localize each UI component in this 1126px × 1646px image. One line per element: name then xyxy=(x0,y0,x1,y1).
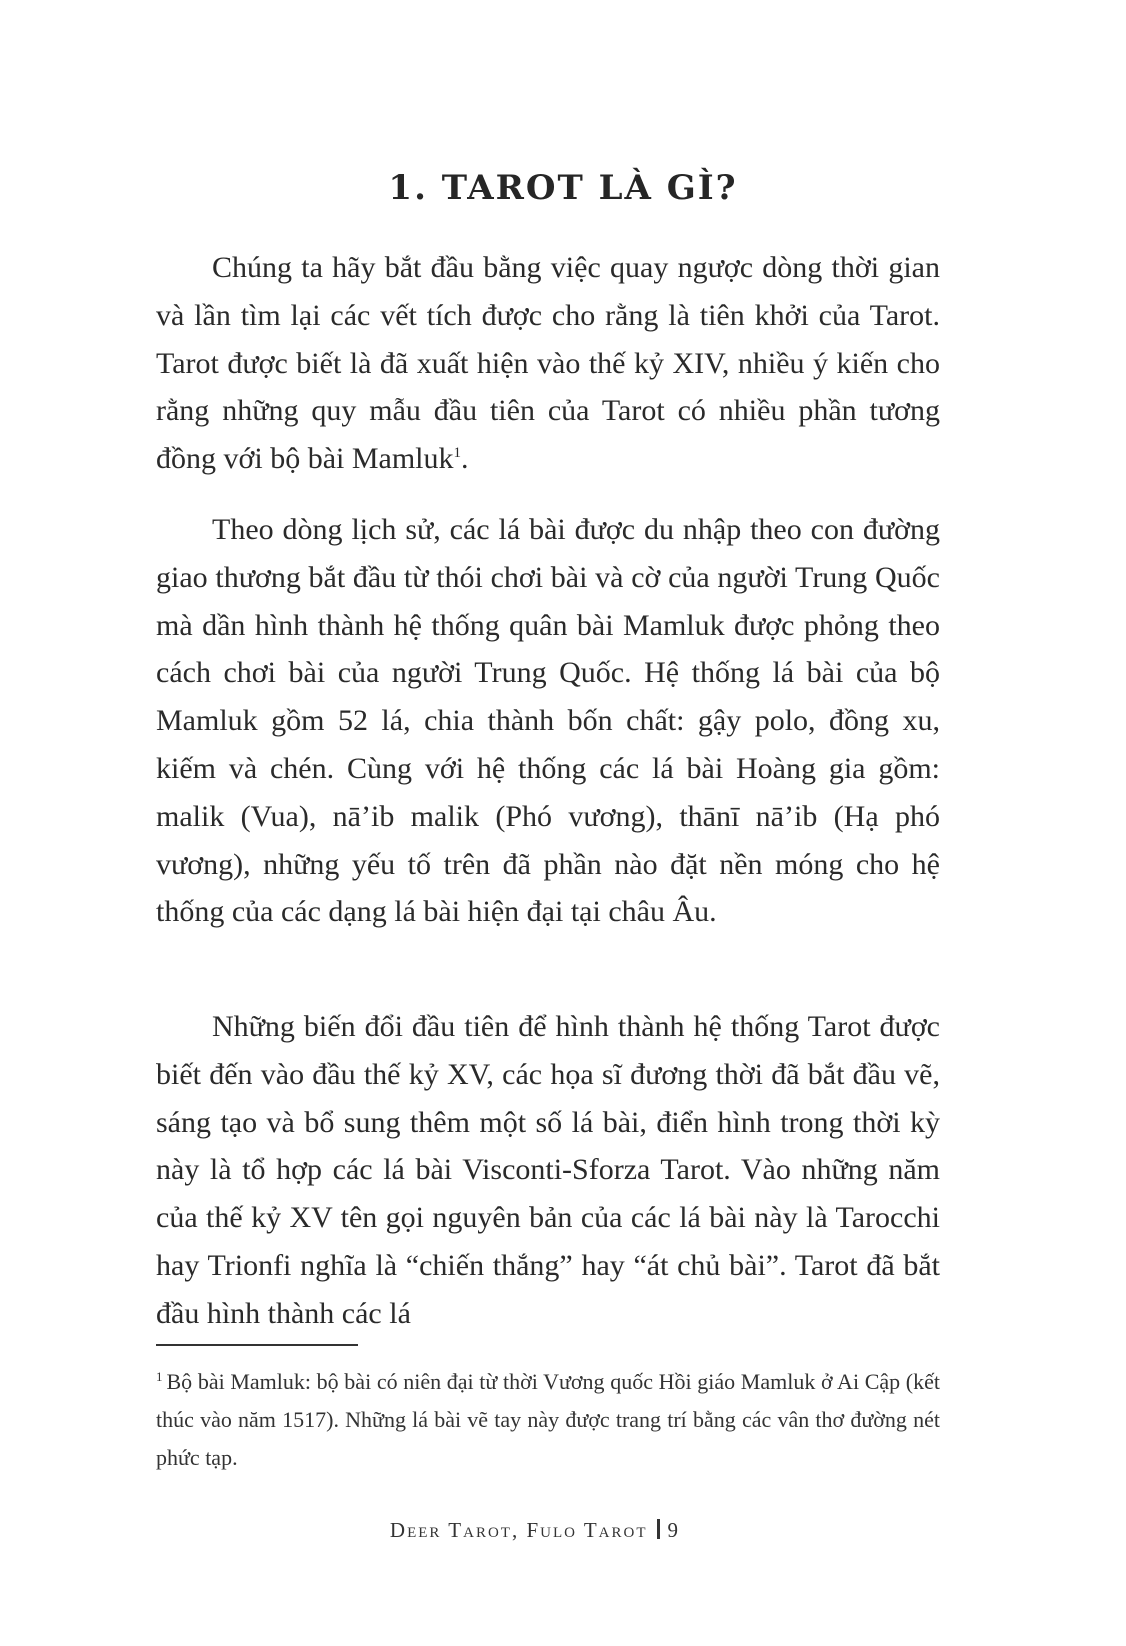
paragraph-2 xyxy=(156,506,940,936)
paragraph-3 xyxy=(156,1003,940,1338)
footnote-text: Bộ bài Mamluk: bộ bài có niên đại từ thời Vương quốc Hồi giáo Mamluk ở Ai Cập (kết thúc vào năm 1517). Những lá bài vẽ tay này được trang trí bằng các vân thơ đường nét phức tạp. xyxy=(156,1369,940,1470)
paragraph-1-end: . xyxy=(461,442,469,476)
chapter-title: 1. TAROT LÀ GÌ? xyxy=(388,168,738,208)
footnote xyxy=(156,1363,940,1477)
running-footer xyxy=(390,1518,678,1543)
paragraph-3-text: Những biến đổi đầu tiên để hình thành hệ thống Tarot được biết đến vào đầu thế kỷ XV, các họa sĩ đương thời đã bắt đầu vẽ, sáng tạo và bổ sung thêm một số lá bài, điển hình trong thời kỳ này là tổ hợp các lá bài Visconti-Sforza Tarot. Vào những năm của thế kỷ XV tên gọi nguyên bản của các lá bài này là Tarocchi hay Trionfi nghĩa là “chiến thắng” hay “át chủ bài”. Tarot đã bắt đầu hình thành các lá xyxy=(156,1010,940,1330)
footnote-marker: 1 xyxy=(156,1368,163,1384)
footnote-divider xyxy=(156,1344,358,1346)
paragraph-1 xyxy=(156,244,940,483)
footnote-reference: 1 xyxy=(453,445,462,462)
running-title: Deer Tarot, Fulo Tarot xyxy=(389,1518,648,1542)
paragraph-2-text: Theo dòng lịch sử, các lá bài được du nhập theo con đường giao thương bắt đầu từ thói chơi bài và cờ của người Trung Quốc mà dần hình thành hệ thống quân bài Mamluk được phỏng theo cách chơi bài của người Trung Quốc. Hệ thống lá bài của bộ Mamluk gồm 52 lá, chia thành bốn chất: gậy polo, đồng xu, kiếm và chén. Cùng với hệ thống các lá bài Hoàng gia gồm: malik (Vua), nā’ib malik (Phó vương), thānī nā’ib (Hạ phó vương), những yếu tố trên đã phần nào đặt nền móng cho hệ thống của các dạng lá bài hiện đại tại châu Âu. xyxy=(156,513,940,929)
paragraph-1-main: Chúng ta hãy bắt đầu bằng việc quay ngược dòng thời gian và lần tìm lại các vết tích được cho rằng là tiên khởi của Tarot. Tarot được biết là đã xuất hiện vào thế kỷ XIV, nhiều ý kiến cho rằng những quy mẫu đầu tiên của Tarot có nhiều phần tương đồng với bộ bài Mamluk xyxy=(156,251,940,476)
paragraph-1-text xyxy=(156,244,940,483)
page-number: 9 xyxy=(667,1518,678,1542)
footer-separator xyxy=(657,1519,660,1539)
